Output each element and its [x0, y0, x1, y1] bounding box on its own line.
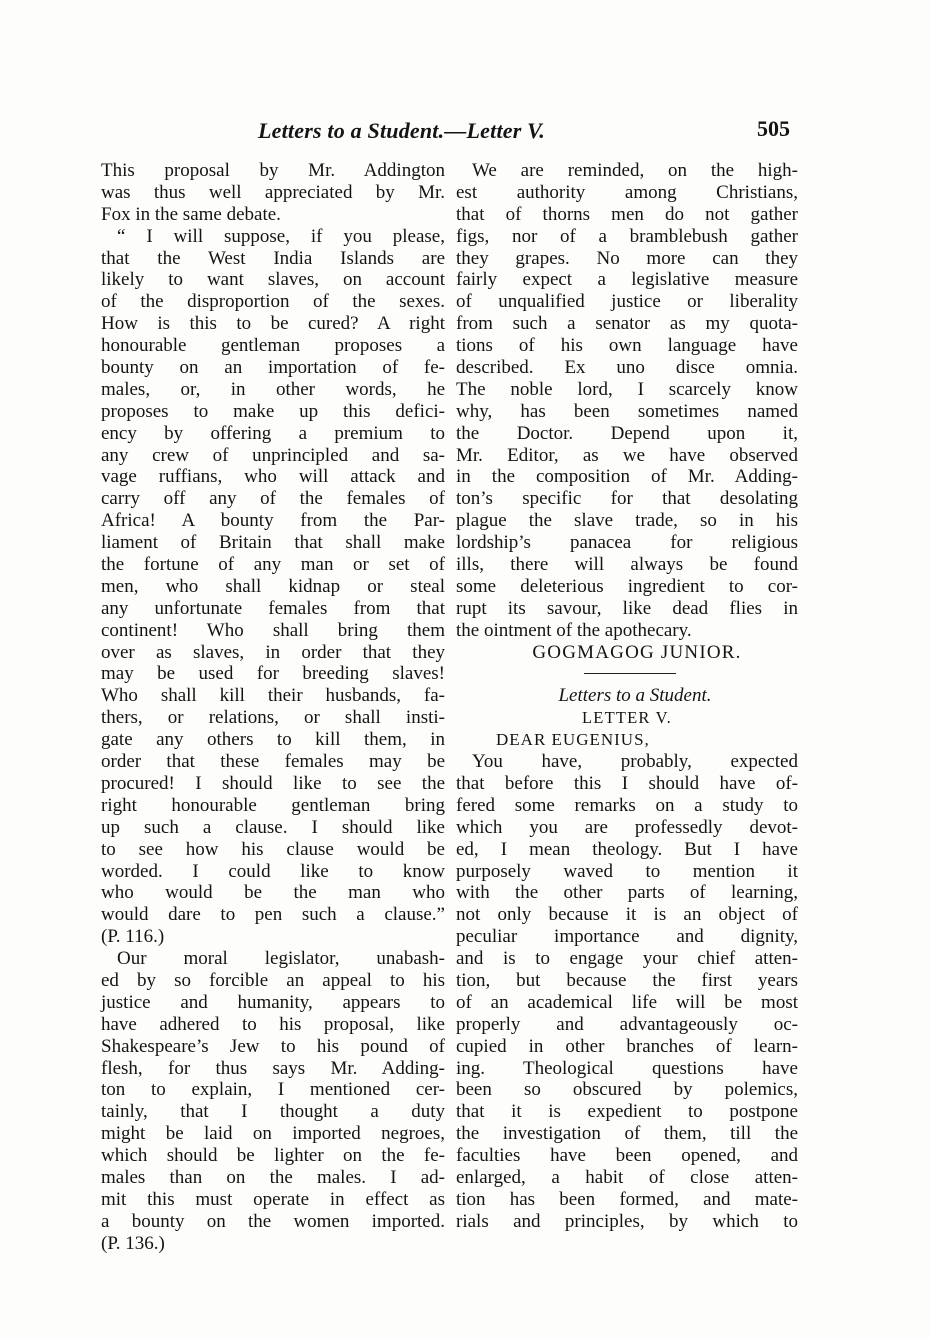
right-column-line: why, has been sometimes named [456, 400, 798, 422]
left-column-line: gate any others to kill them, in [101, 729, 445, 751]
right-column-line: of an academical life will be most [456, 991, 798, 1013]
right-column-line: We are reminded, on the high- [472, 160, 798, 181]
left-column-line: may be used for breeding slaves! [101, 663, 445, 685]
left-column-line: males than on the males. I ad- [101, 1166, 445, 1188]
left-column-line: up such a clause. I should like [101, 816, 445, 838]
left-column-line: a bounty on the women imported. [101, 1210, 445, 1232]
left-column-line: right honourable gentleman bring [101, 794, 445, 816]
right-column-line: they grapes. No more can they [456, 247, 798, 269]
right-column-line: that before this I should have of- [456, 772, 798, 794]
left-column-line: (P. 116.) [101, 926, 165, 948]
left-column-line: honourable gentleman proposes a [101, 335, 445, 357]
right-column-line: tions of his own language have [456, 335, 798, 357]
right-column-line: fered some remarks on a study to [456, 794, 798, 816]
left-column-line: thers, or relations, or shall insti- [101, 707, 445, 729]
right-column-line: Mr. Editor, as we have observed [456, 444, 798, 466]
right-column-line: ton’s specific for that desolating [456, 488, 798, 510]
left-column-line: might be laid on imported negroes, [101, 1123, 445, 1145]
right-column-line [456, 663, 798, 685]
right-column-line: the ointment of the apothecary. [456, 619, 692, 641]
right-column-line: rupt its savour, like dead flies in [456, 597, 798, 619]
right-column-line: Letters to a Student. [558, 685, 712, 707]
running-head: Letters to a Student.—Letter V. [258, 118, 545, 143]
right-column-line: from such a senator as my quota- [456, 313, 798, 335]
left-column-line: have adhered to his proposal, like [101, 1013, 445, 1035]
right-column-line: that it is expedient to postpone [456, 1101, 798, 1123]
right-column-line: You have, probably, expected [472, 751, 798, 773]
right-column-line: been so obscured by polemics, [456, 1079, 798, 1101]
left-column-line: Africa! A bounty from the Par- [101, 510, 445, 532]
left-column-line: (P. 136.) [101, 1232, 165, 1254]
left-column-line: of the disproportion of the sexes. [101, 291, 445, 313]
right-column-line: properly and advantageously oc- [456, 1013, 798, 1035]
right-column-line: which you are professedly devot- [456, 816, 798, 838]
right-column-line: in the composition of Mr. Adding- [456, 466, 798, 488]
right-column-line: est authority among Christians, [456, 181, 798, 203]
right-column-line: GOGMAGOG JUNIOR. [532, 641, 742, 663]
left-column-line: liament of Britain that shall make [101, 532, 445, 554]
left-column-line: “ I will suppose, if you please, [117, 225, 445, 247]
right-column-line: DEAR EUGENIUS, [496, 730, 650, 750]
left-column-line: continent! Who shall bring them [101, 619, 445, 641]
left-column-line: which should be lighter on the fe- [101, 1145, 445, 1167]
left-column-line: that the West India Islands are [101, 247, 445, 269]
right-column-line: ills, there will always be found [456, 554, 798, 576]
left-column-line: ency by offering a premium to [101, 422, 445, 444]
left-column-line: mit this must operate in effect as [101, 1188, 445, 1210]
left-column-line: ed by so forcible an appeal to his [101, 969, 445, 991]
right-column-line: enlarged, a habit of close atten- [456, 1166, 798, 1188]
left-column-line: carry off any of the females of [101, 488, 445, 510]
right-column-line: The noble lord, I scarcely know [456, 378, 798, 400]
right-column-line: faculties have been opened, and [456, 1145, 798, 1167]
left-column-line: was thus well appreciated by Mr. [101, 181, 445, 203]
right-column-line: peculiar importance and dignity, [456, 926, 798, 948]
right-column-line: figs, nor of a bramblebush gather [456, 225, 798, 247]
left-column-line: ton to explain, I mentioned cer- [101, 1079, 445, 1101]
left-column-line: order that these females may be [101, 751, 445, 773]
left-column-line: the fortune of any man or set of [101, 554, 445, 576]
left-column-line: vage ruffians, who will attack and [101, 466, 445, 488]
left-column-line: worded. I could like to know [101, 860, 445, 882]
right-column-line: ed, I mean theology. But I have [456, 838, 798, 860]
right-column-line: lordship’s panacea for religious [456, 532, 798, 554]
left-column-line: would dare to pen such a clause.” [101, 904, 445, 926]
left-column-line: Fox in the same debate. [101, 203, 281, 225]
left-column-line: men, who shall kidnap or steal [101, 575, 445, 597]
right-column-line: with the other parts of learning, [456, 882, 798, 904]
left-column-line: likely to want slaves, on account [101, 269, 445, 291]
right-column-line: of unqualified justice or liberality [456, 291, 798, 313]
left-column-line: tainly, that I thought a duty [101, 1101, 445, 1123]
left-column-line: Who shall kill their husbands, fa- [101, 685, 445, 707]
right-column-line: described. Ex uno disce omnia. [456, 357, 798, 379]
right-column-line: purposely waved to mention it [456, 860, 798, 882]
right-column-line: fairly expect a legislative measure [456, 269, 798, 291]
right-column-line: ing. Theological questions have [456, 1057, 798, 1079]
right-column-line: rials and principles, by which to [456, 1210, 798, 1232]
left-column-line: any crew of unprincipled and sa- [101, 444, 445, 466]
right-column-line: the investigation of them, till the [456, 1123, 798, 1145]
left-column-line: Our moral legislator, unabash- [117, 948, 445, 970]
left-column-line: flesh, for thus says Mr. Adding- [101, 1057, 445, 1079]
left-column-line: How is this to be cured? A right [101, 313, 445, 335]
left-column-line: proposes to make up this defici- [101, 400, 445, 422]
left-column-line: to see how his clause would be [101, 838, 445, 860]
right-column-line: tion has been formed, and mate- [456, 1188, 798, 1210]
left-column-line: procured! I should like to see the [101, 772, 445, 794]
left-column [101, 160, 445, 1255]
right-column-line: LETTER V. [582, 708, 672, 728]
page-number: 505 [757, 116, 790, 141]
left-column-line: males, or, in other words, he [101, 378, 445, 400]
left-column-line: bounty on an importation of fe- [101, 357, 445, 379]
right-column-line: that of thorns men do not gather [456, 203, 798, 225]
right-column-line: tion, but because the first years [456, 969, 798, 991]
right-column [456, 160, 798, 1233]
right-column-line: the Doctor. Depend upon it, [456, 422, 798, 444]
right-column-line: some deleterious ingredient to cor- [456, 575, 798, 597]
left-column-line: any unfortunate females from that [101, 597, 445, 619]
right-column-line: cupied in other branches of learn- [456, 1035, 798, 1057]
left-column-line: Shakespeare’s Jew to his pound of [101, 1035, 445, 1057]
right-column-line: not only because it is an object of [456, 904, 798, 926]
left-column-line: over as slaves, in order that they [101, 641, 445, 663]
right-column-line: plague the slave trade, so in his [456, 510, 798, 532]
right-column-line: and is to engage your chief atten- [456, 948, 798, 970]
left-column-line: justice and humanity, appears to [101, 991, 445, 1013]
left-column-line: who would be the man who [101, 882, 445, 904]
left-column-line: This proposal by Mr. Addington [101, 160, 445, 181]
